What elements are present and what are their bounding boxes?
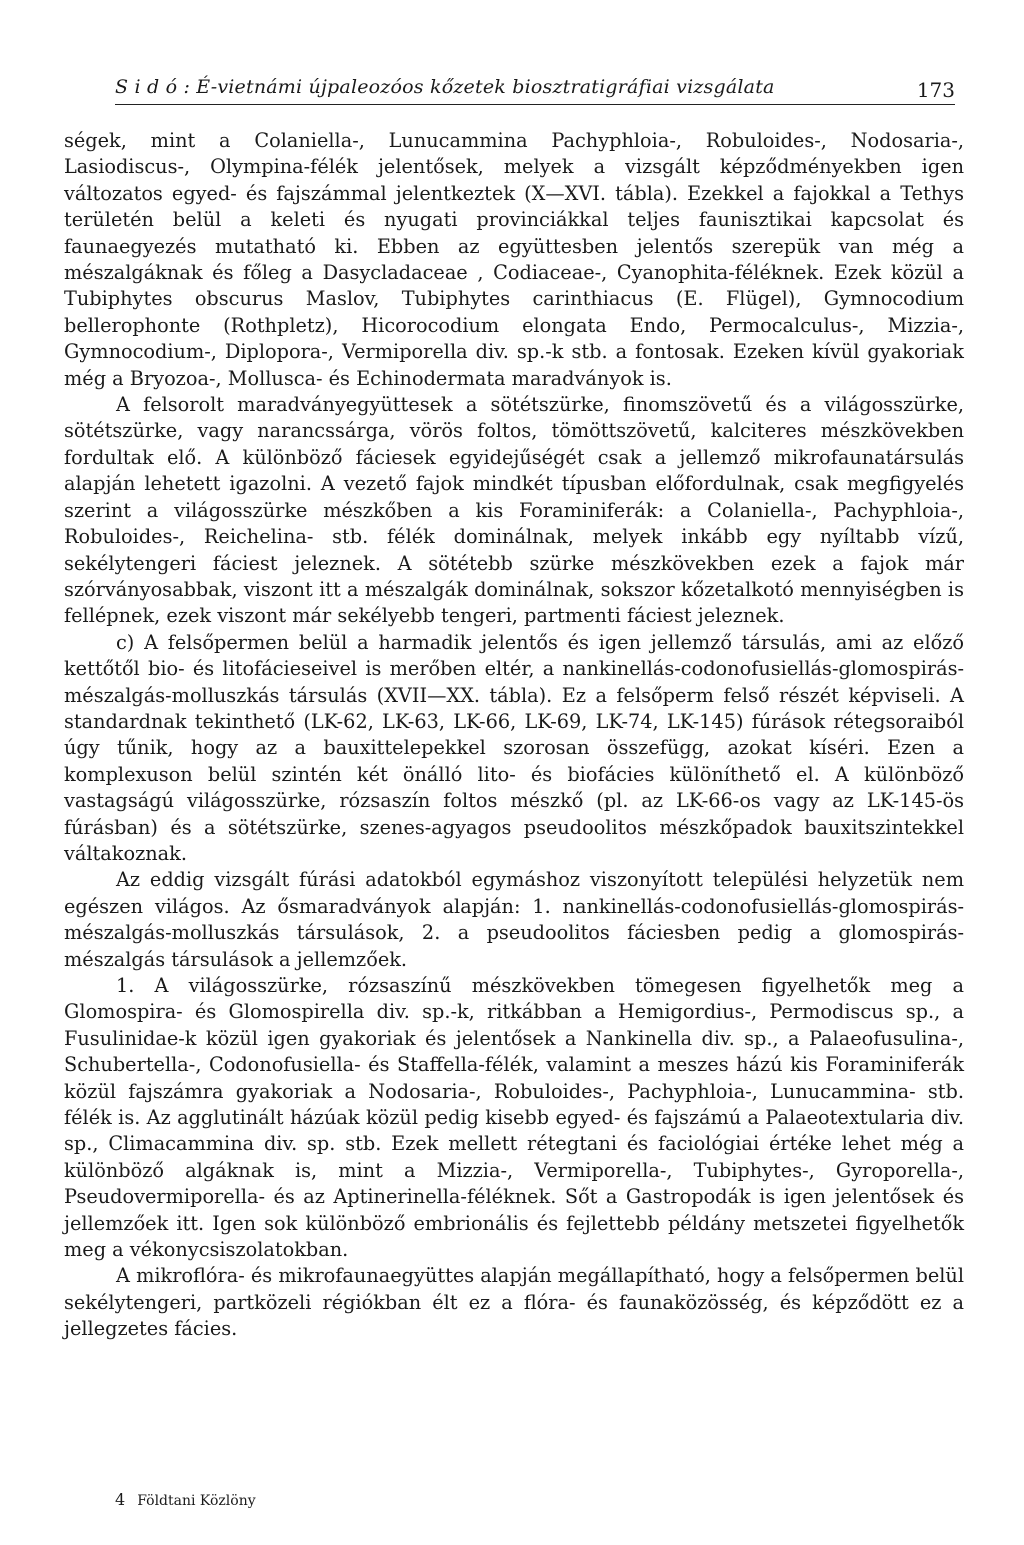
journal-name: Földtani Közlöny [137, 1493, 256, 1509]
running-head: S i d ó : É-vietnámi újpaleozóos kőzetek biosztratigráfiai vizsgálata [115, 76, 775, 98]
paragraph-1: ségek, mint a Colaniella-, Lunucammina Pachyphloia-, Robuloides-, Nodosaria-, Lasiodiscus-, Olympina-félék jelentősek, melyek a vizsgált képződményekben igen változatos egyed- és fajszámmal jelentkeztek (X—XVI. tábla). Ezekkel a fajokkal a Tethys területén belül a keleti és nyugati provinciákkal teljes faunisztikai kapcsolat és faunaegyezés mutatható ki. Ebben az együttesben jelentős szerepük van még a mészalgáknak és főleg a Dasycladaceae , Codiaceae-, Cyanophita-féléknek. Ezek közül a Tubiphytes obscurus Maslov, Tubiphytes carinthiacus (E. Flügel), Gymnocodium bellerophonte (Rothpletz), Hicorocodium elongata Endo, Permocalculus-, Mizzia-, Gymnocodium-, Diplopora-, Vermiporella div. sp.-k stb. a fontosak. Ezeken kívül gyakoriak még a Bryozoa-, Mollusca- és Echinodermata maradványok is. [64, 129, 964, 390]
sheet-number: 4 [115, 1490, 126, 1509]
page-number: 173 [916, 78, 955, 102]
page-header [115, 70, 955, 110]
header-rule [115, 104, 955, 105]
paragraph-4: Az eddig vizsgált fúrási adatokból egymáshoz viszonyított települési helyzetük nem egészen világos. Az ősmaradványok alapján: 1. nankinellás-codonofusiellás-glomospirás-mészalgás-molluszkás társulások, 2. a pseudoolitos fáciesben pedig a glomospirás-mészalgás társulások a jellemzőek. [64, 868, 964, 971]
paragraph-5: 1. A világosszürke, rózsaszínű mészkövekben tömegesen figyelhetők meg a Glomospira- és Glomospirella div. sp.-k, ritkábban a Hemigordius-, Permodiscus sp., a Fusulinidae-k közül igen gyakoriak és jelentősek a Nankinella div. sp., a Palaeofusulina-, Schubertella-, Codonofusiella- és Staffella-félék, valamint a meszes házú kis Foraminiferák közül fajszámra gyakoriak a Nodosaria-, Robuloides-, Pachyphloia-, Lunucammina- stb. félék is. Az agglutinált házúak közül pedig kisebb egyed- és fajszámú a Palaeotextularia div. sp., Climacammina div. sp. stb. Ezek mellett rétegtani és faciológiai értéke lehet még a különböző algáknak is, mint a Mizzia-, Vermiporella-, Tubiphytes-, Gyroporella-, Pseudovermiporella- és az Aptinerinella-féléknek. Sőt a Gastropodák is igen jelentősek és jellemzőek itt. Igen sok különböző embrionális és fejlettebb példány metszetei figyelhetők meg a vékonycsiszolatokban. [64, 974, 964, 1262]
body-text [64, 128, 964, 1343]
paragraph-3: c) A felsőpermen belül a harmadik jelentős és igen jellemző társulás, ami az előző kettőtől bio- és litofácieseivel is merőben eltér, a nankinellás-codonofusiellás-glomospirás-mészalgás-molluszkás társulás (XVII—XX. tábla). Ez a felsőperm felső részét képviseli. A standardnak tekinthető (LK-62, LK-63, LK-66, LK-69, LK-74, LK-145) fúrások rétegsoraiból úgy tűnik, hogy az a bauxittelepekkel szorosan összefügg, azokat kíséri. Ezen a komplexuson belül szintén két önálló lito- és biofácies különíthető el. A különböző vastagságú világosszürke, rózsaszín foltos mészkő (pl. az LK-66-os vagy az LK-145-ös fúrásban) és a sötétszürke, szenes-agyagos pseudoolitos mészkőpadok bauxitszintekkel váltakoznak. [64, 630, 964, 865]
page-footer [115, 1490, 256, 1509]
paragraph-2: A felsorolt maradványegyüttesek a sötétszürke, finomszövetű és a világosszürke, sötétszürke, vagy narancssárga, vörös foltos, tömöttszövetű, kalciteres mészkövekben fordultak elő. A különböző fáciesek egyidejűségét csak a jellemző mikrofaunatársulás alapján lehetett igazolni. A vezető fajok mindkét típusban előfordulnak, csak megfigyelés szerint a világosszürke mészkőben a kis Foraminiferák: a Colaniella-, Pachyphloia-, Robuloides-, Reichelina- stb. félék dominálnak, melyek inkább egy nyíltabb vízű, sekélytengeri fáciest jeleznek. A sötétebb szürke mészkövekben ezek a fajok már szórványosabbak, viszont itt a mészalgák dominálnak, sokszor kőzetalkotó mennyiségben is fellépnek, ezek viszont már sekélyebb tengeri, partmenti fáciest jeleznek. [64, 393, 964, 628]
paragraph-6: A mikroflóra- és mikrofaunaegyüttes alapján megállapítható, hogy a felsőpermen belül sekélytengeri, partközeli régiókban élt ez a flóra- és faunaközösség, és képződött ez a jellegzetes fácies. [64, 1264, 964, 1341]
